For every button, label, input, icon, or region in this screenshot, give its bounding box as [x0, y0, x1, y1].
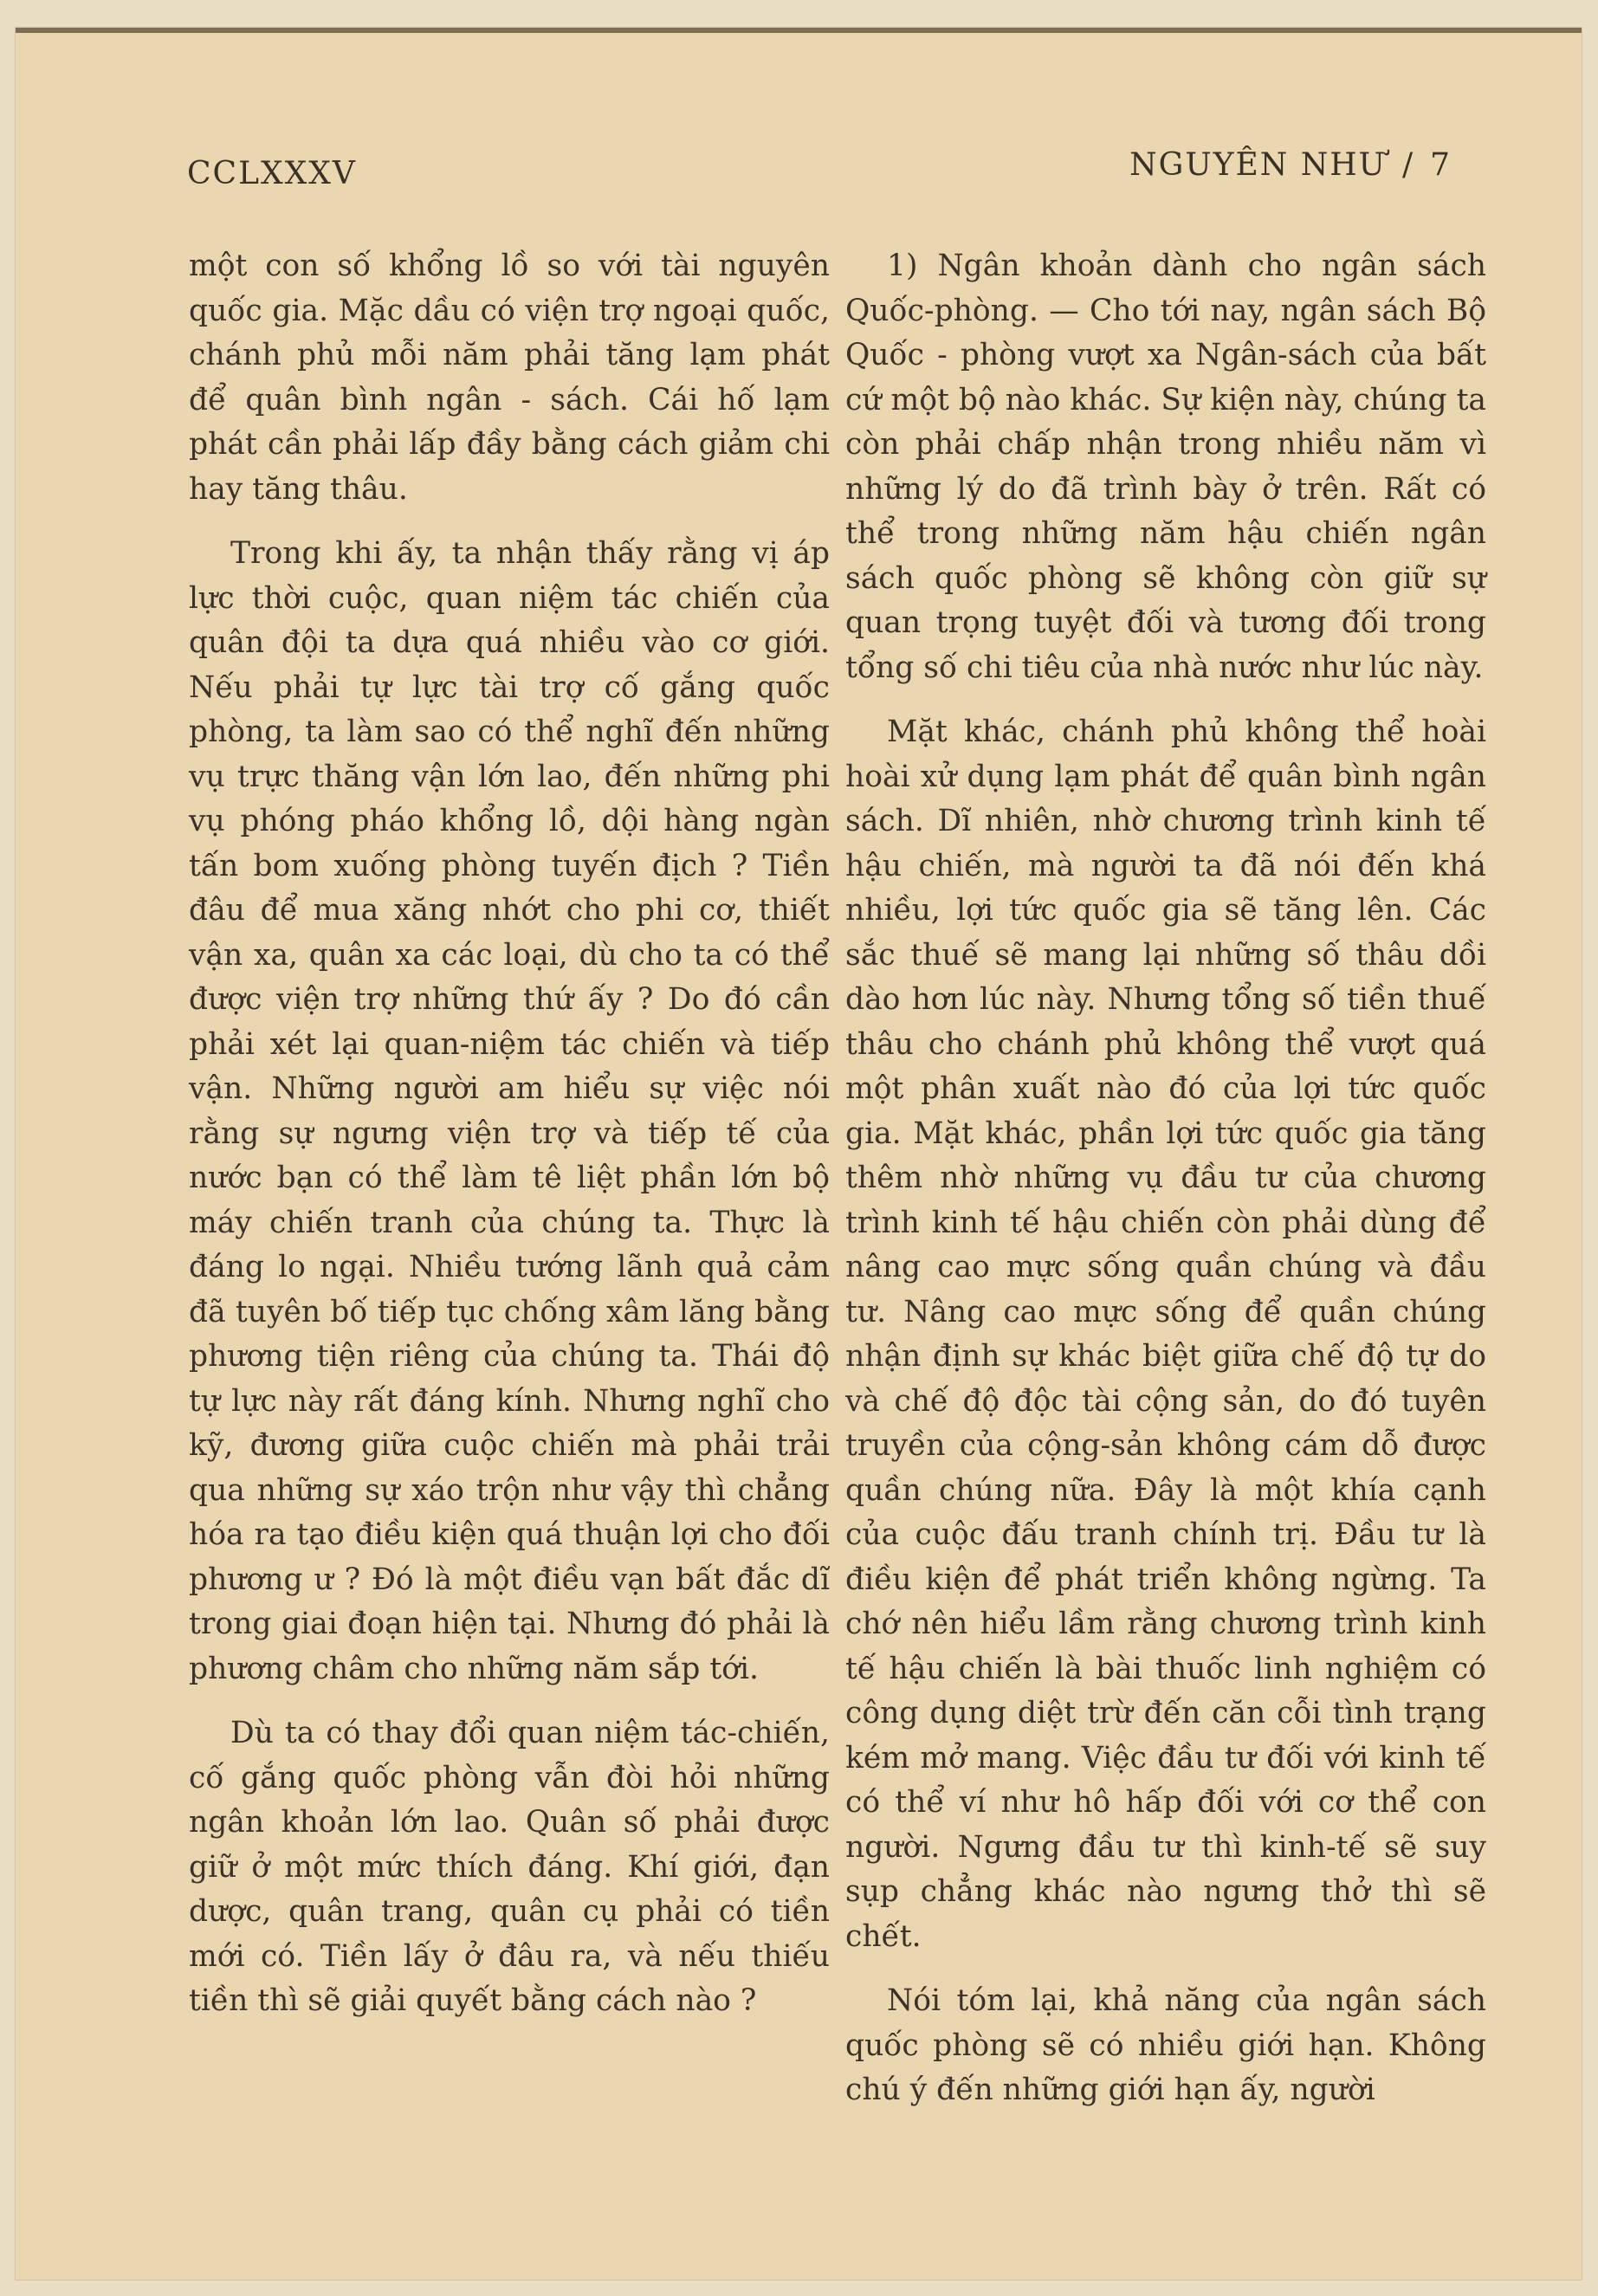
paragraph: Nói tóm lại, khả năng của ngân sách quốc phòng sẽ có nhiều giới hạn. Không chú ý đến những giới hạn ấy, người: [845, 1983, 1486, 2107]
paragraph: Dù ta có thay đổi quan niệm tác-chiến, cố gắng quốc phòng vẫn đòi hỏi những ngân khoản lớn lao. Quân số phải được giữ ở một mức thích đáng. Khí giới, đạn dược, quân trang, quân cụ phải có tiền mới có. Tiền lấy ở đâu ra, và nếu thiếu tiền thì sẽ giải quyết bằng cách nào ?: [189, 1716, 830, 2018]
left-column: [189, 244, 830, 2044]
book-page: [16, 28, 1582, 2280]
paragraph: 1) Ngân khoản dành cho ngân sách Quốc-phòng. — Cho tới nay, ngân sách Bộ Quốc - phòng vượt xa Ngân-sách của bất cứ một bộ nào khác. Sự kiện này, chúng ta còn phải chấp nhận trong nhiều năm vì những lý do đã trình bày ở trên. Rất có thể trong những năm hậu chiến ngân sách quốc phòng sẽ không còn giữ sự quan trọng tuyệt đối và tương đối trong tổng số chi tiêu của nhà nước như lúc này.: [845, 249, 1486, 685]
page-header: [187, 130, 1452, 191]
paragraph: một con số khổng lồ so với tài nguyên quốc gia. Mặc dầu có viện trợ ngoại quốc, chánh phủ mỗi năm phải tăng lạm phát để quân bình ngân - sách. Cái hố lạm phát cần phải lấp đầy bằng cách giảm chi hay tăng thâu.: [189, 249, 830, 507]
header-roman-numeral: CCLXXXV: [187, 156, 357, 191]
paragraph: Trong khi ấy, ta nhận thấy rằng vị áp lực thời cuộc, quan niệm tác chiến của quân đội ta dựa quá nhiều vào cơ giới. Nếu phải tự lực tài trợ cố gắng quốc phòng, ta làm sao có thể nghĩ đến những vụ trực thăng vận lớn lao, đến những phi vụ phóng pháo khổng lồ, dội hàng ngàn tấn bom xuống phòng tuyến địch ? Tiền đâu để mua xăng nhớt cho phi cơ, thiết vận xa, quân xa các loại, dù cho ta có thể được viện trợ những thứ ấy ? Do đó cần phải xét lại quan-niệm tác chiến và tiếp vận. Những người am hiểu sự việc nói rằng sự ngưng viện trợ và tiếp tế của nước bạn có thể làm tê liệt phần lớn bộ máy chiến tranh của chúng ta. Thực là đáng lo ngại. Nhiều tướng lãnh quả cảm đã tuyên bố tiếp tục chống xâm lăng bằng phương tiện riêng của chúng ta. Thái độ tự lực này rất đáng kính. Nhưng nghĩ cho kỹ, đương giữa cuộc chiến mà phải trải qua những sự xáo trộn như vậy thì chẳng hóa ra tạo điều kiện quá thuận lợi cho đối phương ư ? Đó là một điều vạn bất đắc dĩ trong giai đoạn hiện tại. Nhưng đó phải là phương châm cho những năm sắp tới.: [189, 536, 830, 1686]
header-separator: /: [1401, 147, 1415, 183]
paragraph: Mặt khác, chánh phủ không thể hoài hoài xử dụng lạm phát để quân bình ngân sách. Dĩ nhiên, nhờ chương trình kinh tế hậu chiến, mà người ta đã nói đến khá nhiều, lợi tức quốc gia sẽ tăng lên. Các sắc thuế sẽ mang lại những số thâu dồi dào hơn lúc này. Nhưng tổng số tiền thuế thâu cho chánh phủ không thể vượt quá một phân xuất nào đó của lợi tức quốc gia. Mặt khác, phần lợi tức quốc gia tăng thêm nhờ những vụ đầu tư của chương trình kinh tế hậu chiến còn phải dùng để nâng cao mực sống quần chúng và đầu tư. Nâng cao mực sống để quần chúng nhận định sự khác biệt giữa chế độ tự do và chế độ độc tài cộng sản, do đó tuyên truyền của cộng-sản không cám dỗ được quần chúng nữa. Đây là một khía cạnh của cuộc đấu tranh chính trị. Đầu tư là điều kiện để phát triển không ngừng. Ta chớ nên hiểu lầm rằng chương trình kinh tế hậu chiến là bài thuốc linh nghiệm có công dụng diệt trừ đến căn cỗi tình trạng kém mở mang. Việc đầu tư đối với kinh tế có thể ví như hô hấp đối với cơ thể con người. Ngưng đầu tư thì kinh-tế sẽ suy sụp chẳng khác nào ngưng thở thì sẽ chết.: [845, 715, 1486, 1954]
page-number: 7: [1430, 147, 1452, 183]
header-author: NGUYÊN NHƯ: [1129, 147, 1387, 183]
header-author-page: [1129, 147, 1452, 183]
right-column: [845, 244, 1486, 2133]
